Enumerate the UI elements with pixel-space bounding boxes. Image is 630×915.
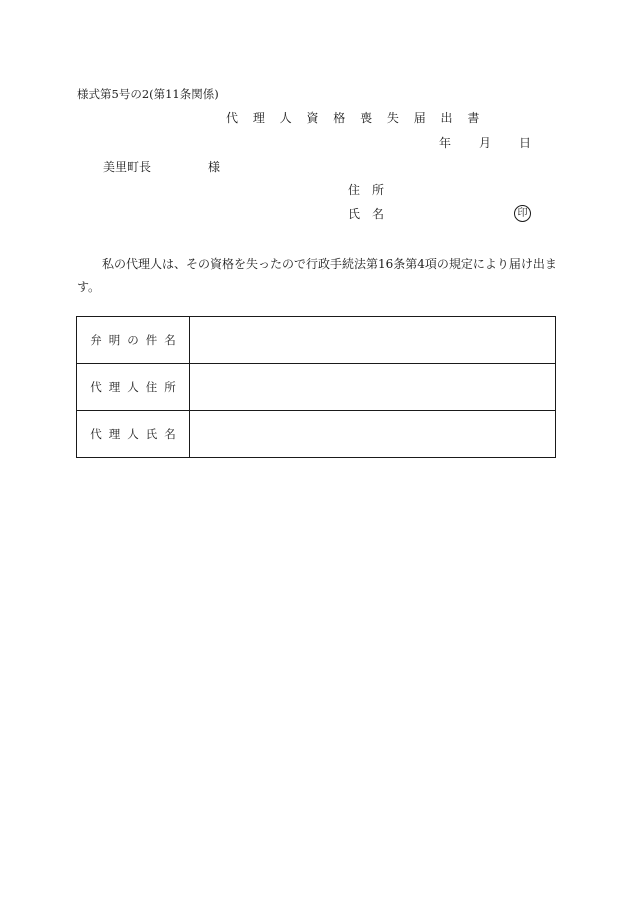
date-day-label: 日 [519,136,532,150]
table-row [77,411,556,458]
row-label-case-name: 弁明の件名 [90,333,183,347]
applicant-address-label: 住 所 [348,183,385,197]
detail-table [76,316,556,458]
seal-mark-icon: 印 [514,205,531,222]
applicant-name-label: 氏 名 [348,207,385,221]
recipient-honorific: 様 [208,160,221,174]
table-row [77,317,556,364]
row-value-case-name [190,317,556,364]
row-value-agent-name [190,411,556,458]
recipient-name: 美里町長 [103,160,152,174]
table-row [77,364,556,411]
notification-body: 私の代理人は、その資格を失ったので行政手続法第16条第4項の規定により届け出ます。 [77,257,557,294]
date-year-label: 年 [439,136,452,150]
row-value-agent-address [190,364,556,411]
row-label-agent-name: 代理人氏名 [90,427,183,441]
document-title: 代 理 人 資 格 喪 失 届 出 書 [226,111,485,125]
date-month-label: 月 [479,136,492,150]
form-number: 様式第5号の2(第11条関係) [77,87,219,101]
row-label-agent-address: 代理人住所 [90,380,183,394]
